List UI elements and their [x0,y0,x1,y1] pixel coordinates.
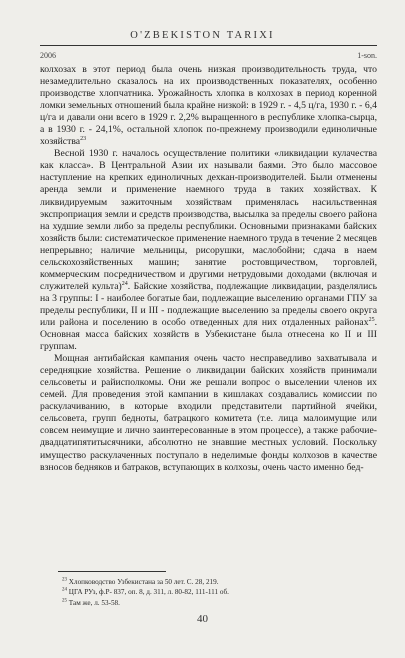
footnote-number: 23 [62,577,67,583]
paragraph-text: Весной 1930 г. началось осуществление политики «ликвидации кулачества как класса». В Центральной Азии их называли баями. Это было массовое наступление на крепких единоличных дехкан-производителей. Были отменены аренда земли и применение наемного труда в таких хозяйствах. К ликвидируемым зажиточным хозяйствам применялась насильственная экспроприация земли и средств производства, высылка за пределы своего района на худшие земли либо за пределы республики. Основными признаками байских хозяйств были: систематическое применение наемного труда в течение 2 месяцев непрерывно; наличие мельницы, рисорушки, маслобойни; сдача в наем сельскохозяйственных машин; занятие ростовщичеством, торговлей, коммерческим посредничеством и другими нетрудовыми доходами (включая и служителей культа) [40,148,377,292]
journal-title: O'ZBEKISTON TARIXI [130,30,275,41]
footnote [62,587,362,597]
paragraph [40,353,377,473]
footnote-number: 25 [62,598,67,604]
publication-year: 2006 [40,51,56,60]
footnote-ref: 23 [80,136,87,143]
body-text [40,64,377,474]
paragraph-text-after: . Основная масса байских хозяйств в Узбекистане была отнесена ко II и III группам. [40,316,377,353]
issue-number: 1-son. [357,51,377,60]
footnote-text: Хлопководство Узбекистана за 50 лет. С. 28, 219. [68,578,219,586]
footnote-ref: 25 [368,316,375,323]
paragraph-text-after: . Байские хозяйства, подлежащие ликвидации, разделялись на 3 группы: I - наиболее богатые баи, подлежащие выселению органами ГПУ за пределы республики, II и III - подлежащие выселению за пределы своего округа или района и поселению в особо отведенных для них отдаленных районах [40,280,378,328]
paragraph [40,148,377,353]
header-rule [40,45,377,46]
footnote-ref: 24 [121,280,128,287]
footnote-rule [58,571,166,572]
footnote-number: 24 [62,587,67,593]
paragraph-text: колхозах в этот период была очень низкая производительность труда, что незамедлительно сказалось на их производственных показателях, особенно производстве хлопчатника. Урожайность хлопка в колхозах в период коренной ломки земельных отношений была крайне низкой: в 1929 г. - 4,5 ц/га, 1930 г. - 6,4 ц/га и давали они всего в 1929 г. 2,2% выращенного в республике хлопка-сырца, а в 1930 г. - 24,1%, остальной хлопок по-прежнему производили единоличные хозяйства [40,64,377,148]
paragraph [40,64,377,148]
footnote [62,577,362,587]
footnote [62,598,362,608]
paragraph-text: Мощная антибайская кампания очень часто несправедливо захватывала и середняцкие хозяйства. Решение о ликвидации байских хозяйств принимали сельсоветы и райисполкомы. Они же решали вопрос о выселении членов их семей. Для проведения этой кампании в кишлаках создавались комиссии по раскулачиванию, в которые входили представители партийной ячейки, сельсовета, групп бедноты, батрацкого комитета (т.е. лица малоимущие или совсем неимущие и лично заинтересованные в этом процессе), а также рабочие-двадцатипятитысячники, абсолютно не знавшие местных условий. Поскольку имущество раскулаченных поступало в неделимые фонды колхозов в качестве взносов бедняков и батраков, вступающих в колхозы, очень часто именно бед- [40,353,377,473]
page-number: 40 [197,613,208,625]
footnote-text: ЦГА РУз, ф.Р- 837, оп. 8, д. 311, л. 80-82, 111-111 об. [68,588,229,597]
footnote-text: Там же, л. 53-58. [68,598,120,607]
footnotes [62,577,362,608]
